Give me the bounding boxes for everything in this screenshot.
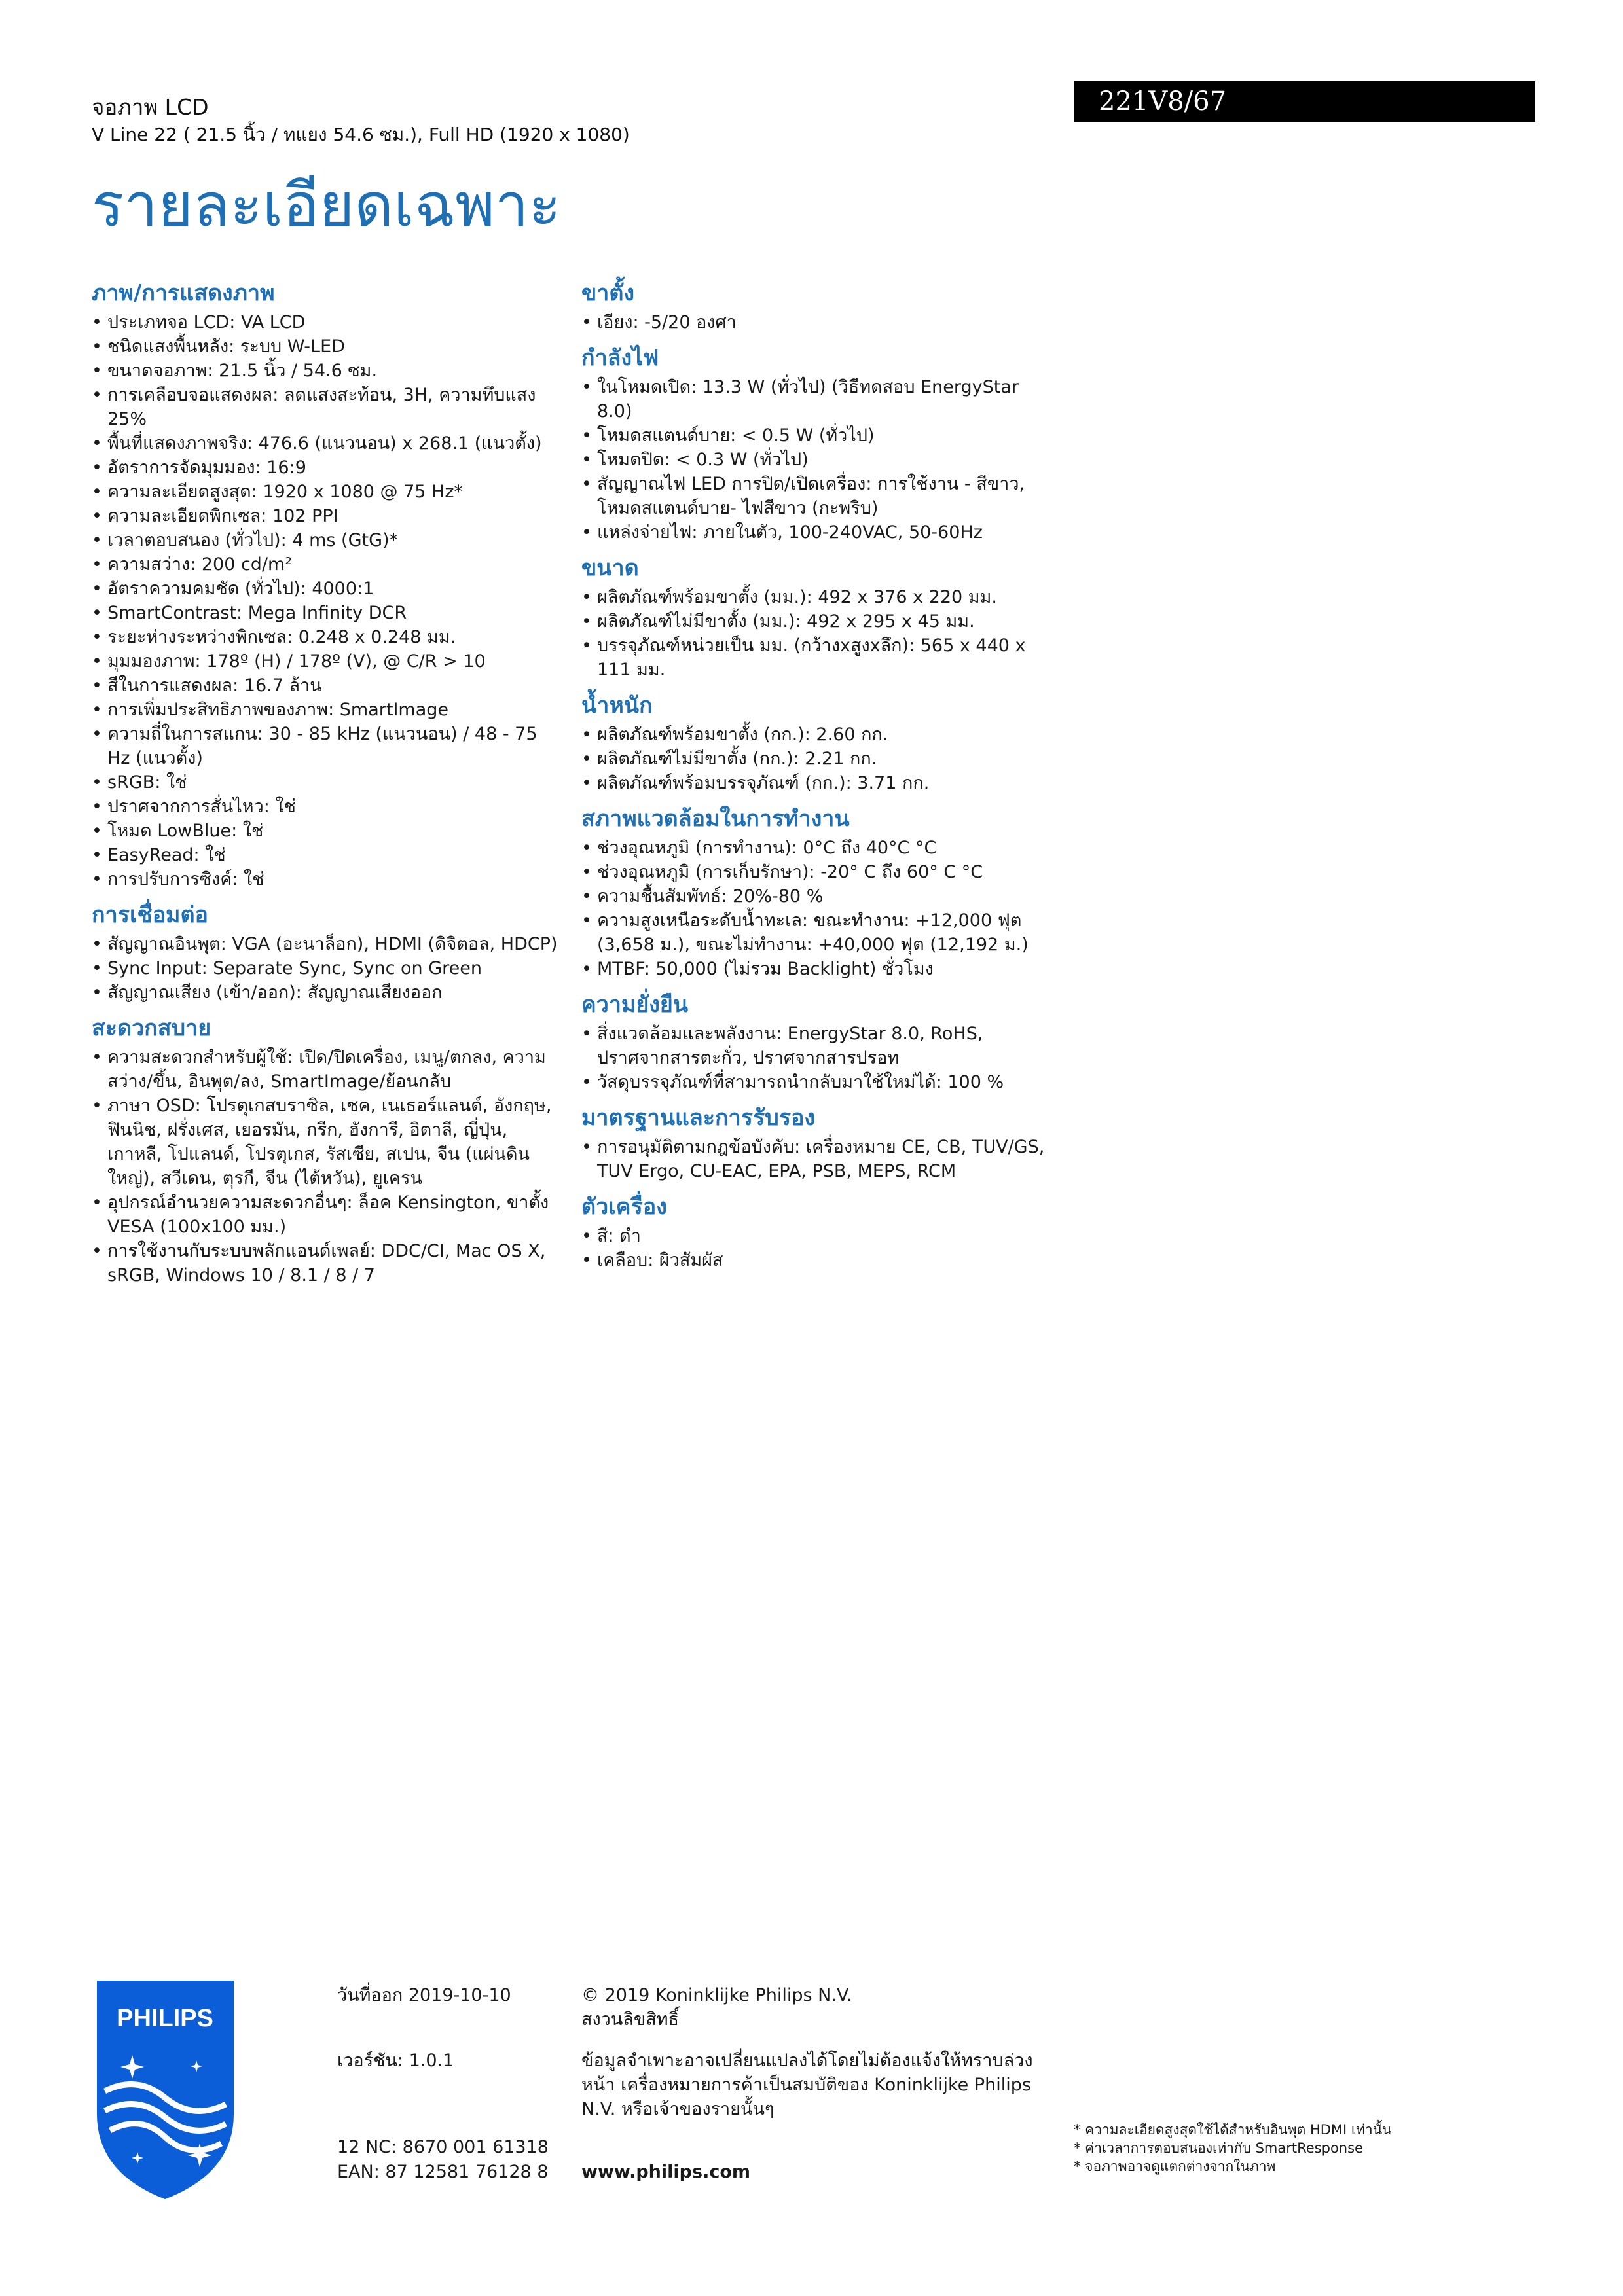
spec-section: [581, 1193, 1059, 1272]
section-title: กำลังไฟ: [581, 345, 659, 371]
section-title: ขาตั้ง: [581, 280, 635, 306]
spec-section: [581, 554, 1059, 682]
philips-shield-logo: [92, 1977, 239, 2202]
spec-item: • ในโหมดเปิด: 13.3 W (ทั่วไป) (วิธีทดสอบ EnergyStar 8.0): [581, 375, 1059, 423]
product-subtitle: V Line 22 ( 21.5 นิ้ว / ทแยง 54.6 ซม.), Full HD (1920 x 1080): [92, 124, 630, 145]
brand-wordmark: PHILIPS: [117, 2005, 213, 2032]
spec-item: • โหมด LowBlue: ใช่: [92, 819, 563, 843]
page-title: รายละเอียดเฉพาะ: [92, 170, 561, 240]
footnotes: [1074, 2121, 1532, 2176]
spec-column-right: [581, 279, 1059, 1282]
disclaimer: ข้อมูลจำเพาะอาจเปลี่ยนแปลงได้โดยไม่ต้องแจ้งให้ทราบล่วงหน้า เครื่องหมายการค้าเป็นสมบัติของ Koninklijke Philips N.V. หรือเจ้าของรายนั้นๆ: [581, 2051, 1033, 2119]
footnote: * ความละเอียดสูงสุดใช้ได้สำหรับอินพุต HDMI เท่านั้น: [1074, 2122, 1392, 2138]
spec-item: • ช่วงอุณหภูมิ (การทำงาน): 0°C ถึง 40°C °C: [581, 836, 1059, 860]
spec-item: • มุมมองภาพ: 178º (H) / 178º (V), @ C/R > 10: [92, 649, 563, 673]
spec-item: • ความชื้นสัมพัทธ์: 20%-80 %: [581, 884, 1059, 908]
spec-list: [92, 932, 563, 1005]
spec-item: • แหล่งจ่ายไฟ: ภายในตัว, 100-240VAC, 50-60Hz: [581, 520, 1059, 545]
spec-list: [92, 1045, 563, 1287]
spec-item: • ผลิตภัณฑ์พร้อมขาตั้ง (กก.): 2.60 กก.: [581, 723, 1059, 747]
spec-section: [581, 990, 1059, 1094]
spec-list: [581, 1135, 1059, 1183]
spec-item: • การอนุมัติตามกฎข้อบังคับ: เครื่องหมาย CE, CB, TUV/GS, TUV Ergo, CU-EAC, EPA, PSB, MEPS, RCM: [581, 1135, 1059, 1183]
spec-list: [581, 585, 1059, 682]
spec-list: [581, 1224, 1059, 1272]
spec-list: [581, 375, 1059, 545]
spec-item: • ภาษา OSD: โปรตุเกสบราซิล, เชค, เนเธอร์แลนด์, อังกฤษ, ฟินนิช, ฝรั่งเศส, เยอรมัน, กรีก, ฮังการี, อิตาลี, ญี่ปุ่น, เกาหลี, โปแลนด์, โปรตุเกส, รัสเซีย, สเปน, จีน (แผ่นดินใหญ่), สวีเดน, ตุรกี, จีน (ไต้หวัน), ยูเครน: [92, 1094, 563, 1191]
spec-item: • ปราศจากการสั่นไหว: ใช่: [92, 795, 563, 819]
footnote: * ค่าเวลาการตอบสนองเท่ากับ SmartResponse: [1074, 2140, 1363, 2156]
spec-item: • เวลาตอบสนอง (ทั่วไป): 4 ms (GtG)*: [92, 528, 563, 552]
model-number: 221V8/67: [1099, 86, 1227, 117]
spec-item: • การเคลือบจอแสดงผล: ลดแสงสะท้อน, 3H, ความทึบแสง 25%: [92, 383, 563, 431]
section-title: ตัวเครื่อง: [581, 1194, 667, 1220]
spec-item: • EasyRead: ใช่: [92, 843, 563, 867]
issue-date: วันที่ออก 2019-10-10: [337, 1985, 511, 2005]
spec-list: [581, 1022, 1059, 1094]
spec-item: • สี: ดำ: [581, 1224, 1059, 1248]
spec-item: • พื้นที่แสดงภาพจริง: 476.6 (แนวนอน) x 268.1 (แนวตั้ง): [92, 431, 563, 456]
spec-item: • สิ่งแวดล้อมและพลังงาน: EnergyStar 8.0, RoHS, ปราศจากสารตะกั่ว, ปราศจากสารปรอท: [581, 1022, 1059, 1070]
section-title: ความยั่งยืน: [581, 992, 689, 1018]
spec-item: • ขนาดจอภาพ: 21.5 นิ้ว / 54.6 ซม.: [92, 359, 563, 383]
spec-item: • อุปกรณ์อำนวยความสะดวกอื่นๆ: ล็อค Kensington, ขาตั้ง VESA (100x100 มม.): [92, 1191, 563, 1239]
spec-section: [92, 279, 563, 891]
spec-item: • โหมดสแตนด์บาย: < 0.5 W (ทั่วไป): [581, 423, 1059, 448]
spec-item: • ประเภทจอ LCD: VA LCD: [92, 310, 563, 334]
spec-item: • วัสดุบรรจุภัณฑ์ที่สามารถนำกลับมาใช้ใหม่ได้: 100 %: [581, 1070, 1059, 1094]
spec-item: • อัตราการจัดมุมมอง: 16:9: [92, 456, 563, 480]
product-type: จอภาพ LCD: [92, 94, 209, 120]
spec-item: • การเพิ่มประสิทธิภาพของภาพ: SmartImage: [92, 698, 563, 722]
spec-list: [581, 310, 1059, 334]
spec-item: • บรรจุภัณฑ์หน่วยเป็น มม. (กว้างxสูงxลึก): 565 x 440 x 111 มม.: [581, 634, 1059, 682]
spec-item: • ความสูงเหนือระดับน้ำทะเล: ขณะทำงาน: +12,000 ฟุต (3,658 ม.), ขณะไม่ทำงาน: +40,000 ฟุต (12,192 ม.): [581, 908, 1059, 957]
spec-list: [92, 310, 563, 891]
spec-item: • ระยะห่างระหว่างพิกเซล: 0.248 x 0.248 มม.: [92, 625, 563, 649]
spec-item: • ความถี่ในการสแกน: 30 - 85 kHz (แนวนอน) / 48 - 75 Hz (แนวตั้ง): [92, 722, 563, 770]
spec-section: [92, 901, 563, 1005]
copyright-line: สงวนลิขสิทธิ์: [581, 2009, 680, 2030]
spec-section: [581, 344, 1059, 545]
spec-item: • sRGB: ใช่: [92, 770, 563, 795]
ean-number: EAN: 87 12581 76128 8: [337, 2162, 549, 2182]
spec-item: • โหมดปิด: < 0.3 W (ทั่วไป): [581, 448, 1059, 472]
spec-item: • MTBF: 50,000 (ไม่รวม Backlight) ชั่วโมง: [581, 957, 1059, 981]
section-title: ภาพ/การแสดงภาพ: [92, 280, 275, 306]
section-title: สภาพแวดล้อมในการทำงาน: [581, 806, 850, 832]
spec-item: • ผลิตภัณฑ์ไม่มีขาตั้ง (มม.): 492 x 295 x 45 มม.: [581, 609, 1059, 634]
website-link[interactable]: www.philips.com: [581, 2162, 751, 2182]
header: [92, 93, 1008, 148]
spec-item: • ผลิตภัณฑ์ไม่มีขาตั้ง (กก.): 2.21 กก.: [581, 747, 1059, 771]
copyright: [581, 1983, 1053, 2032]
footnote: * จอภาพอาจดูแตกต่างจากในภาพ: [1074, 2159, 1276, 2174]
section-title: ขนาด: [581, 555, 639, 581]
section-title: สะดวกสบาย: [92, 1015, 211, 1041]
spec-section: [581, 691, 1059, 795]
section-title: น้ำหนัก: [581, 692, 653, 719]
spec-item: • ความสว่าง: 200 cd/m²: [92, 552, 563, 577]
spec-list: [581, 836, 1059, 981]
spec-section: [581, 279, 1059, 334]
spec-item: • ความสะดวกสำหรับผู้ใช้: เปิด/ปิดเครื่อง, เมนู/ตกลง, ความสว่าง/ขึ้น, อินพุต/ลง, SmartImage/ย้อนกลับ: [92, 1045, 563, 1094]
spec-section: [92, 1014, 563, 1287]
spec-list: [581, 723, 1059, 795]
spec-item: • ผลิตภัณฑ์พร้อมขาตั้ง (มม.): 492 x 376 x 220 มม.: [581, 585, 1059, 609]
spec-item: • Sync Input: Separate Sync, Sync on Green: [92, 956, 563, 980]
spec-item: • ผลิตภัณฑ์พร้อมบรรจุภัณฑ์ (กก.): 3.71 กก.: [581, 771, 1059, 795]
spec-item: • ช่วงอุณหภูมิ (การเก็บรักษา): -20° C ถึง 60° C °C: [581, 860, 1059, 884]
spec-column-left: [92, 279, 563, 1297]
spec-item: • การใช้งานกับระบบพลักแอนด์เพลย์: DDC/CI, Mac OS X, sRGB, Windows 10 / 8.1 / 8 / 7: [92, 1239, 563, 1287]
copyright-line: © 2019 Koninklijke Philips N.V.: [581, 1985, 852, 2005]
spec-item: • เอียง: -5/20 องศา: [581, 310, 1059, 334]
spec-section: [581, 804, 1059, 981]
spec-section: [581, 1103, 1059, 1183]
spec-item: • สัญญาณไฟ LED การปิด/เปิดเครื่อง: การใช้งาน - สีขาว, โหมดสแตนด์บาย- ไฟสีขาว (กะพริบ): [581, 472, 1059, 520]
spec-item: • สัญญาณเสียง (เข้า/ออก): สัญญาณเสียงออก: [92, 980, 563, 1005]
spec-item: • เคลือบ: ผิวสัมผัส: [581, 1248, 1059, 1272]
version: เวอร์ชัน: 1.0.1: [337, 2051, 454, 2071]
nc-number: 12 NC: 8670 001 61318: [337, 2137, 549, 2157]
spec-item: • การปรับการซิงค์: ใช่: [92, 867, 563, 891]
spec-item: • ชนิดแสงพื้นหลัง: ระบบ W-LED: [92, 334, 563, 359]
section-title: มาตรฐานและการรับรอง: [581, 1105, 816, 1131]
spec-item: • สีในการแสดงผล: 16.7 ล้าน: [92, 673, 563, 698]
spec-item: • SmartContrast: Mega Infinity DCR: [92, 601, 563, 625]
model-bar: [1074, 81, 1535, 122]
spec-item: • สัญญาณอินพุต: VGA (อะนาล็อก), HDMI (ดิจิตอล, HDCP): [92, 932, 563, 956]
section-title: การเชื่อมต่อ: [92, 902, 208, 928]
spec-item: • ความละเอียดพิกเซล: 102 PPI: [92, 504, 563, 528]
spec-item: • อัตราความคมชัด (ทั่วไป): 4000:1: [92, 577, 563, 601]
spec-item: • ความละเอียดสูงสุด: 1920 x 1080 @ 75 Hz*: [92, 480, 563, 504]
